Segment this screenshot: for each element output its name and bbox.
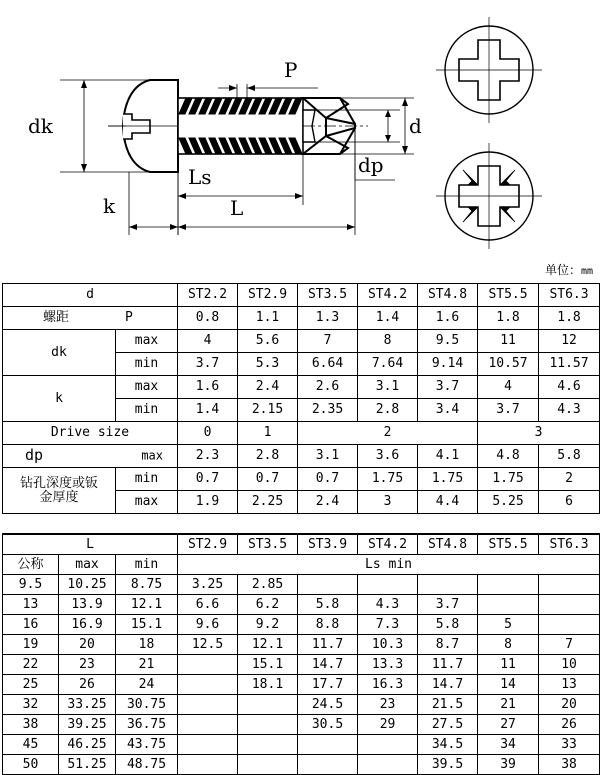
- cell-ls-st42: 10.3: [358, 635, 418, 655]
- cell-k-max-st63: 4.6: [539, 376, 600, 399]
- table-row: [3, 615, 600, 635]
- cell-drill-max-st29: 2.25: [238, 491, 298, 514]
- cell-nominal: 19: [3, 635, 59, 655]
- table-row-dk-max: [3, 330, 600, 353]
- label-dp: dp: [358, 153, 384, 177]
- cell-ls-st29: [178, 655, 238, 675]
- cell-dk-max-st55: 11: [478, 330, 539, 353]
- cell-drill-min-sub: min: [116, 468, 178, 491]
- cell-dp-max-st35: 3.1: [298, 445, 358, 468]
- cell-ls-st48: 14.7: [418, 675, 478, 695]
- cell-ls-st39: 8.8: [298, 615, 358, 635]
- cell-ls-st48: [418, 575, 478, 595]
- cell-ls-st55: 27: [478, 715, 539, 735]
- cell-bh-st39: ST3.9: [298, 534, 358, 555]
- cell-ls-st48: 11.7: [418, 655, 478, 675]
- cell-k-max-st29: 2.4: [238, 376, 298, 399]
- table-row-pitch: [3, 307, 600, 330]
- cell-lmax: 13.9: [59, 595, 116, 615]
- cell-ls-st42: [358, 735, 418, 755]
- cell-dk-min-st22: 3.7: [178, 353, 238, 376]
- cell-nominal: 32: [3, 695, 59, 715]
- cell-nominal: 25: [3, 675, 59, 695]
- cell-ls-st42: [358, 575, 418, 595]
- cell-ls-st55: 5: [478, 615, 539, 635]
- cell-ls-st63: 38: [539, 755, 600, 775]
- cell-ls-st35: 15.1: [238, 655, 298, 675]
- cell-dk-min-st35: 6.64: [298, 353, 358, 376]
- cell-k-min-st55: 3.7: [478, 399, 539, 422]
- cell-ls-st55: 39: [478, 755, 539, 775]
- cell-dk-label: dk: [3, 330, 116, 376]
- cell-pitch-st22: 0.8: [178, 307, 238, 330]
- cell-bh-st35: ST3.5: [238, 534, 298, 555]
- cell-pitch-st29: 1.1: [238, 307, 298, 330]
- dp-label-sub: max: [141, 448, 164, 463]
- cell-l-label: L: [3, 534, 178, 555]
- cell-drill-min-st35: 0.7: [298, 468, 358, 491]
- specification-table-top: [2, 283, 600, 514]
- cell-ls-st35: [238, 735, 298, 755]
- cell-drill-min-st42: 1.75: [358, 468, 418, 491]
- cell-dp-max-st55: 4.8: [478, 445, 539, 468]
- cell-header-st42: ST4.2: [358, 284, 418, 307]
- cell-ls-st39: 11.7: [298, 635, 358, 655]
- cell-lmax: 33.25: [59, 695, 116, 715]
- cell-lmin: 30.75: [116, 695, 178, 715]
- cell-k-min-sub: min: [116, 399, 178, 422]
- cell-dp-max-st42: 3.6: [358, 445, 418, 468]
- cell-ls-st55: 21: [478, 695, 539, 715]
- cell-d-label: d: [3, 284, 178, 307]
- cell-dk-min-st48: 9.14: [418, 353, 478, 376]
- cell-ls-st35: 6.2: [238, 595, 298, 615]
- cell-drive-size-3: 3: [478, 422, 600, 445]
- cell-ls-st63: [539, 595, 600, 615]
- cell-ls-min-header: Ls min: [178, 555, 600, 575]
- cell-lmax: 23: [59, 655, 116, 675]
- cell-ls-st29: 6.6: [178, 595, 238, 615]
- cell-pitch-st55: 1.8: [478, 307, 539, 330]
- cell-drill-max-st55: 5.25: [478, 491, 539, 514]
- cell-ls-st55: [478, 595, 539, 615]
- cell-drill-depth-label: [3, 468, 116, 514]
- table-row-drill-depth-min: [3, 468, 600, 491]
- cell-ls-st63: 13: [539, 675, 600, 695]
- cell-lmin: 43.75: [116, 735, 178, 755]
- cell-header-st63: ST6.3: [539, 284, 600, 307]
- table-row: [3, 735, 600, 755]
- cell-lmax: 39.25: [59, 715, 116, 735]
- label-p: P: [284, 58, 298, 82]
- cell-lmin: 21: [116, 655, 178, 675]
- cell-nominal: 9.5: [3, 575, 59, 595]
- pitch-label-p: P: [125, 310, 133, 326]
- cell-ls-st29: [178, 695, 238, 715]
- cell-k-min-st22: 1.4: [178, 399, 238, 422]
- cell-drill-max-st48: 4.4: [418, 491, 478, 514]
- cell-sub-min: min: [116, 555, 178, 575]
- cell-lmin: 8.75: [116, 575, 178, 595]
- cell-ls-st35: [238, 695, 298, 715]
- cell-sub-nominal: 公称: [3, 555, 59, 575]
- cell-pitch-st42: 1.4: [358, 307, 418, 330]
- cell-header-st29: ST2.9: [238, 284, 298, 307]
- label-ls: Ls: [188, 165, 212, 189]
- cell-dp-label: [3, 445, 178, 468]
- table-row-dp-max: [3, 445, 600, 468]
- table-row-subheader: [3, 555, 600, 575]
- cell-drill-max-sub: max: [116, 491, 178, 514]
- cell-k-min-st29: 2.15: [238, 399, 298, 422]
- cell-ls-st35: 18.1: [238, 675, 298, 695]
- cell-dk-max-st63: 12: [539, 330, 600, 353]
- cell-lmax: 20: [59, 635, 116, 655]
- cell-ls-st63: 26: [539, 715, 600, 735]
- cell-header-st35: ST3.5: [298, 284, 358, 307]
- cell-dp-max-st22: 2.3: [178, 445, 238, 468]
- specification-table-bottom: [2, 533, 600, 775]
- cell-ls-st39: 5.8: [298, 595, 358, 615]
- cell-drive-size-label: Drive size: [3, 422, 178, 445]
- table-row-k-max: [3, 376, 600, 399]
- cell-dk-max-st35: 7: [298, 330, 358, 353]
- cell-ls-st29: [178, 735, 238, 755]
- cell-dk-min-st63: 11.57: [539, 353, 600, 376]
- cell-nominal: 22: [3, 655, 59, 675]
- cell-ls-st55: 11: [478, 655, 539, 675]
- cell-ls-st39: 30.5: [298, 715, 358, 735]
- cell-ls-st35: [238, 755, 298, 775]
- cell-ls-st42: 4.3: [358, 595, 418, 615]
- cell-ls-st63: [539, 615, 600, 635]
- cell-pitch-label: [3, 307, 178, 330]
- cell-header-st22: ST2.2: [178, 284, 238, 307]
- dp-label-text: dp: [25, 446, 44, 465]
- cell-drill-min-st29: 0.7: [238, 468, 298, 491]
- cell-dk-max-st29: 5.6: [238, 330, 298, 353]
- cell-ls-st55: 14: [478, 675, 539, 695]
- cell-ls-st35: [238, 715, 298, 735]
- cell-dk-min-st29: 5.3: [238, 353, 298, 376]
- label-d: d: [409, 114, 422, 138]
- cell-lmax: 51.25: [59, 755, 116, 775]
- cell-ls-st48: 8.7: [418, 635, 478, 655]
- cell-ls-st39: 14.7: [298, 655, 358, 675]
- cell-ls-st29: 3.25: [178, 575, 238, 595]
- cell-k-max-st35: 2.6: [298, 376, 358, 399]
- cell-k-max-st42: 3.1: [358, 376, 418, 399]
- table-row-header-d: [3, 284, 600, 307]
- cell-dp-max-st29: 2.8: [238, 445, 298, 468]
- cell-ls-st35: 9.2: [238, 615, 298, 635]
- cell-drive-size-2: 2: [298, 422, 478, 445]
- cell-ls-st48: 27.5: [418, 715, 478, 735]
- technical-drawing: [0, 0, 601, 281]
- unit-value: mm: [580, 266, 593, 277]
- cell-ls-st55: 34: [478, 735, 539, 755]
- cell-drill-max-st63: 6: [539, 491, 600, 514]
- cell-ls-st55: [478, 575, 539, 595]
- pitch-label-cjk: 螺距: [43, 310, 70, 326]
- cell-ls-st35: 2.85: [238, 575, 298, 595]
- cell-dk-max-st42: 8: [358, 330, 418, 353]
- cell-k-min-st48: 3.4: [418, 399, 478, 422]
- table-row-header-l: [3, 534, 600, 555]
- table-row-drive-size: [3, 422, 600, 445]
- cell-header-st48: ST4.8: [418, 284, 478, 307]
- phillips-cross-recess: [436, 17, 542, 123]
- cell-k-max-sub: max: [116, 376, 178, 399]
- cell-ls-st63: [539, 575, 600, 595]
- cell-k-max-st22: 1.6: [178, 376, 238, 399]
- cell-lmax: 10.25: [59, 575, 116, 595]
- cell-nominal: 38: [3, 715, 59, 735]
- cell-ls-st29: [178, 755, 238, 775]
- pozidriv-cross-recess: [436, 143, 542, 249]
- cell-nominal: 16: [3, 615, 59, 635]
- cell-lmin: 12.1: [116, 595, 178, 615]
- cell-ls-st63: 7: [539, 635, 600, 655]
- label-dk: dk: [28, 114, 53, 138]
- cell-ls-st48: 39.5: [418, 755, 478, 775]
- cell-ls-st39: [298, 755, 358, 775]
- cell-drill-max-st35: 2.4: [298, 491, 358, 514]
- cell-ls-st39: 17.7: [298, 675, 358, 695]
- cell-ls-st42: 29: [358, 715, 418, 735]
- cell-drill-min-st55: 1.75: [478, 468, 539, 491]
- cell-drive-size-1: 1: [238, 422, 298, 445]
- unit-note: [545, 261, 593, 278]
- cell-ls-st63: 33: [539, 735, 600, 755]
- cell-k-label: k: [3, 376, 116, 422]
- cell-ls-st39: [298, 575, 358, 595]
- unit-label: 单位：: [544, 263, 581, 277]
- cell-ls-st48: 3.7: [418, 595, 478, 615]
- cell-lmin: 18: [116, 635, 178, 655]
- table-row: [3, 695, 600, 715]
- cell-ls-st42: 13.3: [358, 655, 418, 675]
- cell-bh-st29: ST2.9: [178, 534, 238, 555]
- cell-dk-max-st22: 4: [178, 330, 238, 353]
- cell-lmin: 36.75: [116, 715, 178, 735]
- cell-ls-st42: 23: [358, 695, 418, 715]
- cell-drill-max-st22: 1.9: [178, 491, 238, 514]
- cell-nominal: 13: [3, 595, 59, 615]
- table-row: [3, 655, 600, 675]
- cell-ls-st29: [178, 675, 238, 695]
- cell-k-max-st55: 4: [478, 376, 539, 399]
- cell-ls-st42: 16.3: [358, 675, 418, 695]
- table-row: [3, 675, 600, 695]
- cell-k-min-st63: 4.3: [539, 399, 600, 422]
- cell-drive-size-0: 0: [178, 422, 238, 445]
- cell-k-max-st48: 3.7: [418, 376, 478, 399]
- cell-dk-min-st42: 7.64: [358, 353, 418, 376]
- cell-ls-st29: 9.6: [178, 615, 238, 635]
- table-row: [3, 595, 600, 615]
- cell-ls-st39: 24.5: [298, 695, 358, 715]
- cell-ls-st48: 34.5: [418, 735, 478, 755]
- cell-nominal: 50: [3, 755, 59, 775]
- label-l: L: [230, 196, 244, 220]
- table-row: [3, 755, 600, 775]
- cell-dk-max-st48: 9.5: [418, 330, 478, 353]
- cell-ls-st35: 12.1: [238, 635, 298, 655]
- cell-lmin: 48.75: [116, 755, 178, 775]
- table-row: [3, 575, 600, 595]
- cell-ls-st55: 8: [478, 635, 539, 655]
- cell-bh-st63: ST6.3: [539, 534, 600, 555]
- table-row: [3, 715, 600, 735]
- cell-bh-st48: ST4.8: [418, 534, 478, 555]
- drill-depth-line2: 金厚度: [39, 489, 79, 505]
- cell-pitch-st35: 1.3: [298, 307, 358, 330]
- cell-bh-st42: ST4.2: [358, 534, 418, 555]
- cell-ls-st42: [358, 755, 418, 775]
- cell-nominal: 45: [3, 735, 59, 755]
- cell-k-min-st42: 2.8: [358, 399, 418, 422]
- cell-dp-max-st48: 4.1: [418, 445, 478, 468]
- cell-lmin: 15.1: [116, 615, 178, 635]
- cell-ls-st63: 10: [539, 655, 600, 675]
- cell-lmax: 46.25: [59, 735, 116, 755]
- cell-header-st55: ST5.5: [478, 284, 539, 307]
- cell-ls-st42: 7.3: [358, 615, 418, 635]
- cell-bh-st55: ST5.5: [478, 534, 539, 555]
- cell-ls-st63: 20: [539, 695, 600, 715]
- cell-lmax: 26: [59, 675, 116, 695]
- cell-drill-min-st48: 1.75: [418, 468, 478, 491]
- cell-ls-st48: 21.5: [418, 695, 478, 715]
- drill-depth-line1: 钻孔深度或钣: [19, 475, 98, 491]
- cell-sub-max: max: [59, 555, 116, 575]
- cell-pitch-st48: 1.6: [418, 307, 478, 330]
- cell-dk-min-sub: min: [116, 353, 178, 376]
- cell-lmin: 24: [116, 675, 178, 695]
- cell-ls-st39: [298, 735, 358, 755]
- cell-ls-st29: 12.5: [178, 635, 238, 655]
- cell-k-min-st35: 2.35: [298, 399, 358, 422]
- cell-drill-min-st22: 0.7: [178, 468, 238, 491]
- label-k: k: [103, 194, 116, 218]
- cell-drill-min-st63: 2: [539, 468, 600, 491]
- cell-dk-min-st55: 10.57: [478, 353, 539, 376]
- cell-dp-max-st63: 5.8: [539, 445, 600, 468]
- cell-drill-max-st42: 3: [358, 491, 418, 514]
- cell-pitch-st63: 1.8: [539, 307, 600, 330]
- cell-ls-st48: 5.8: [418, 615, 478, 635]
- cell-dk-max-sub: max: [116, 330, 178, 353]
- cell-lmax: 16.9: [59, 615, 116, 635]
- cell-ls-st29: [178, 715, 238, 735]
- table-row: [3, 635, 600, 655]
